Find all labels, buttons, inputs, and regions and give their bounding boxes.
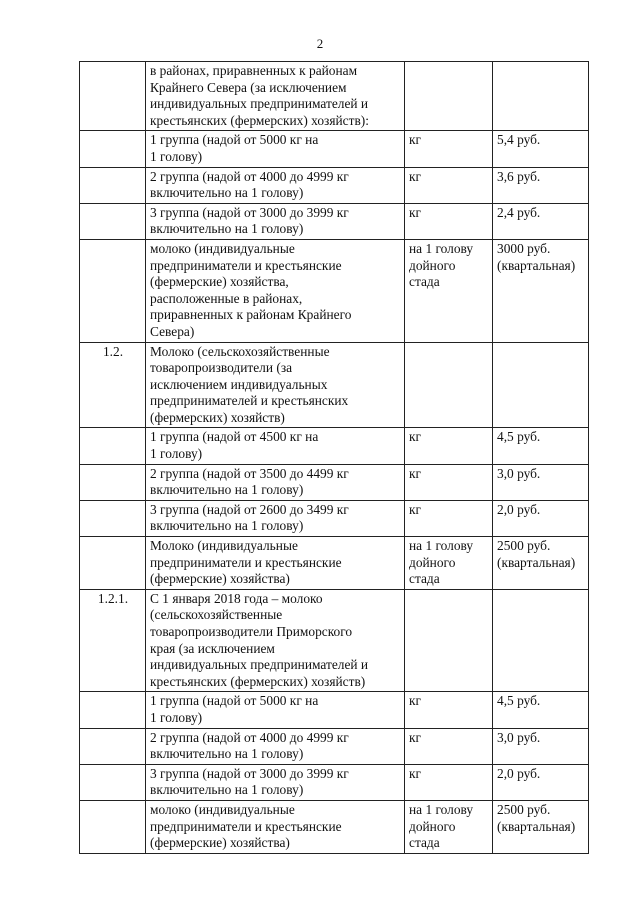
description-cell (146, 203, 405, 239)
table-row (80, 342, 589, 428)
rate-cell (493, 800, 589, 853)
description-cell (146, 131, 405, 167)
description-cell-text: 2 группа (надой от 4000 до 4999 кг включительно на 1 голову) (150, 729, 349, 762)
rate-cell-text: 3,0 руб. (497, 465, 541, 481)
description-cell (146, 589, 405, 692)
description-cell-text: молоко (индивидуальные предприниматели и крестьянские (фермерские) хозяйства, расположенные в районах, приравненных к районам Крайнего Севера) (150, 240, 352, 339)
description-cell (146, 692, 405, 728)
rate-cell-text: 2500 руб. (квартальная) (497, 801, 576, 834)
unit-cell (405, 589, 493, 692)
unit-cell (405, 800, 493, 853)
rate-cell (493, 537, 589, 590)
table-row (80, 239, 589, 342)
unit-cell (405, 764, 493, 800)
row-number-cell (80, 464, 146, 500)
row-number-cell (80, 692, 146, 728)
table-row (80, 589, 589, 692)
table-row (80, 464, 589, 500)
unit-cell (405, 239, 493, 342)
unit-cell-text: кг (409, 501, 421, 517)
rate-cell (493, 167, 589, 203)
description-cell (146, 764, 405, 800)
description-cell-text: Молоко (индивидуальные предприниматели и крестьянские (фермерские) хозяйства) (150, 538, 342, 587)
unit-cell (405, 500, 493, 536)
description-cell-text: 2 группа (надой от 3500 до 4499 кг включительно на 1 голову) (150, 465, 349, 498)
row-number-cell (80, 764, 146, 800)
rate-cell (493, 203, 589, 239)
rate-cell-text: 2,4 руб. (497, 204, 541, 220)
description-cell (146, 464, 405, 500)
description-cell-text: 1 группа (надой от 5000 кг на 1 голову) (150, 132, 319, 164)
table-row (80, 131, 589, 167)
table-row (80, 428, 589, 464)
description-cell-text: 3 группа (надой от 3000 до 3999 кг включительно на 1 голову) (150, 204, 349, 237)
rate-cell-text: 2500 руб. (квартальная) (497, 538, 576, 570)
unit-cell-text: на 1 голову дойного стада (409, 801, 474, 851)
description-cell-text: в районах, приравненных к районам Крайнего Севера (за исключением индивидуальных предпринимателей и крестьянских (фермерских) хозяйств): (150, 63, 369, 128)
unit-cell (405, 692, 493, 728)
table-row (80, 500, 589, 536)
table-row (80, 764, 589, 800)
description-cell-text: 2 группа (надой от 4000 до 4999 кг включительно на 1 голову) (150, 168, 349, 201)
subsidy-rates-table (79, 61, 589, 854)
unit-cell-text: кг (409, 729, 421, 745)
description-cell (146, 800, 405, 853)
rate-cell-text: 5,4 руб. (497, 132, 541, 148)
rate-cell (493, 728, 589, 764)
row-number-cell (80, 342, 146, 428)
rate-cell-text: 3,6 руб. (497, 168, 541, 184)
row-number-cell (80, 500, 146, 536)
table-row (80, 692, 589, 728)
row-number-cell (80, 62, 146, 131)
row-number-cell (80, 537, 146, 590)
unit-cell (405, 131, 493, 167)
description-cell (146, 342, 405, 428)
unit-cell (405, 342, 493, 428)
unit-cell (405, 428, 493, 464)
row-number-cell (80, 589, 146, 692)
row-number-cell (80, 728, 146, 764)
rate-cell (493, 764, 589, 800)
description-cell-text: С 1 января 2018 года – молоко (сельскохозяйственные товаропроизводители Приморского края (за исключением индивидуальных предпринимателей и крестьянских (фермерских) хозяйств) (150, 590, 369, 689)
rate-cell (493, 62, 589, 131)
unit-cell (405, 167, 493, 203)
unit-cell (405, 537, 493, 590)
row-number-cell-text: 1.2. (102, 343, 124, 359)
rate-cell (493, 342, 589, 428)
row-number-cell (80, 239, 146, 342)
table-body (80, 62, 589, 854)
description-cell (146, 728, 405, 764)
unit-cell-text: кг (409, 429, 421, 445)
rate-cell-text: 2,0 руб. (497, 501, 541, 517)
description-cell (146, 537, 405, 590)
table-row (80, 167, 589, 203)
row-number-cell (80, 167, 146, 203)
unit-cell (405, 464, 493, 500)
unit-cell-text: кг (409, 465, 421, 481)
description-cell-text: 3 группа (надой от 3000 до 3999 кг включительно на 1 голову) (150, 765, 349, 798)
rate-cell (493, 692, 589, 728)
table-row (80, 728, 589, 764)
rate-cell (493, 500, 589, 536)
unit-cell (405, 62, 493, 131)
unit-cell-text: кг (409, 204, 421, 220)
rate-cell-text: 4,5 руб. (497, 693, 541, 709)
rate-cell (493, 428, 589, 464)
unit-cell-text: кг (409, 132, 421, 148)
description-cell (146, 239, 405, 342)
row-number-cell (80, 203, 146, 239)
rate-cell-text: 3,0 руб. (497, 729, 541, 745)
unit-cell-text: на 1 голову дойного стада (409, 240, 474, 290)
unit-cell-text: кг (409, 168, 421, 184)
rate-cell-text: 2,0 руб. (497, 765, 541, 781)
description-cell (146, 428, 405, 464)
row-number-cell (80, 131, 146, 167)
description-cell-text: 1 группа (надой от 5000 кг на 1 голову) (150, 693, 319, 725)
description-cell-text: 1 группа (надой от 4500 кг на 1 голову) (150, 429, 319, 462)
table-row (80, 203, 589, 239)
description-cell (146, 500, 405, 536)
description-cell-text: 3 группа (надой от 2600 до 3499 кг включительно на 1 голову) (150, 501, 349, 534)
unit-cell-text: кг (409, 765, 421, 781)
description-cell-text: молоко (индивидуальные предприниматели и крестьянские (фермерские) хозяйства) (150, 801, 342, 851)
rate-cell (493, 464, 589, 500)
unit-cell (405, 728, 493, 764)
description-cell (146, 62, 405, 131)
row-number-cell (80, 428, 146, 464)
rate-cell (493, 239, 589, 342)
rate-cell (493, 589, 589, 692)
unit-cell (405, 203, 493, 239)
unit-cell-text: кг (409, 693, 421, 709)
description-cell (146, 167, 405, 203)
unit-cell-text: на 1 голову дойного стада (409, 538, 474, 587)
row-number-cell (80, 800, 146, 853)
row-number-cell-text: 1.2.1. (97, 590, 129, 606)
description-cell-text: Молоко (сельскохозяйственные товаропроизводители (за исключением индивидуальных предпринимателей и крестьянских (фермерских) хозяйств) (150, 343, 349, 425)
table-row (80, 800, 589, 853)
table-row (80, 62, 589, 131)
rate-cell (493, 131, 589, 167)
page-number: 2 (316, 36, 324, 51)
rate-cell-text: 4,5 руб. (497, 429, 541, 445)
rate-cell-text: 3000 руб. (квартальная) (497, 240, 576, 273)
table-row (80, 537, 589, 590)
